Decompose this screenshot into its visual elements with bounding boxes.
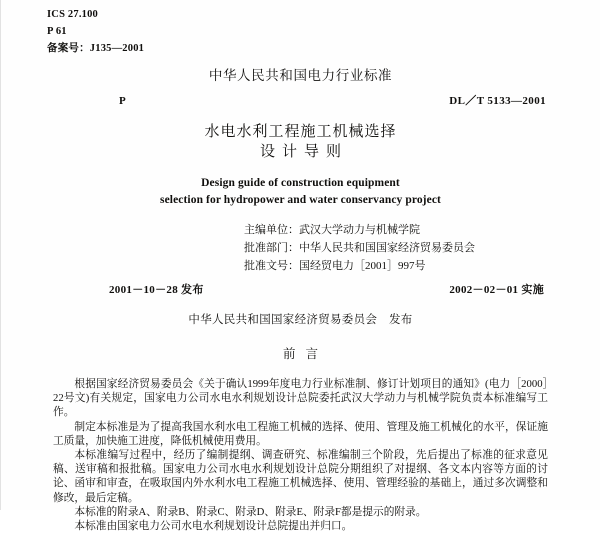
classification-letter: P bbox=[119, 95, 126, 107]
page-title bbox=[1, 122, 600, 162]
approval-document-line: 批准文号：国经贸电力［2001］997号 bbox=[244, 260, 426, 272]
preface-paragraph: 本标准的附录A、附录B、附录C、附录D、附录E、附录F都是提示的附录。 bbox=[74, 505, 427, 518]
preface-paragraph: 本标准编写过程中，经历了编制提纲、调查研究、标准编制三个阶段，先后提出了标准的征求意见稿、送审稿和报批稿。国家电力公司水电水利规划设计总院分期组织了对提纲、各文本内容等方面的讨论、函审和审查，在吸取国内外水利水电工程施工机械选择、使用、管理经验的基础上，通过多次调整和修改，最后定稿。 bbox=[53, 449, 548, 504]
page-title-line-1: 水电水利工程施工机械选择 bbox=[204, 124, 397, 140]
publisher-line: 中华人民共和国国家经济贸易委员会 发布 bbox=[188, 314, 413, 326]
standard-code-row bbox=[47, 92, 554, 108]
page-title-line-2: 设计导则 bbox=[259, 144, 348, 160]
english-title bbox=[1, 175, 600, 209]
classification-code: P 61 bbox=[47, 26, 67, 37]
english-title-line-1: Design guide of construction equipment bbox=[201, 177, 400, 189]
publication-meta bbox=[244, 221, 475, 275]
effective-date: 2002－02－01 实施 bbox=[449, 284, 544, 296]
record-number: 备案号：J135—2001 bbox=[47, 43, 145, 54]
standard-number: DL／T 5133—2001 bbox=[449, 95, 546, 107]
identification-block bbox=[47, 6, 144, 57]
chief-editor-line: 主编单位：武汉大学动力与机械学院 bbox=[244, 224, 420, 236]
preface-paragraph: 制定本标准是为了提高我国水利水电工程施工机械的选择、使用、管理及施工机械化的水平，保证施工质量，加快施工进度，降低机械使用费用。 bbox=[53, 420, 548, 447]
ics-number: ICS 27.100 bbox=[47, 9, 99, 20]
preface-paragraph: 本标准由国家电力公司水电水利规划设计总院提出并归口。 bbox=[74, 520, 353, 533]
dates-row bbox=[47, 281, 554, 297]
preface-heading: 前言 bbox=[282, 347, 328, 361]
preface-paragraph: 根据国家经济贸易委员会《关于确认1999年度电力行业标准制、修订计划项目的通知》(电力［2000］22号文)有关规定，国家电力公司水电水利规划设计总院委托武汉大学动力与机械学院负责本标准编写工作。 bbox=[53, 378, 548, 419]
series-title: 中华人民共和国电力行业标准 bbox=[208, 68, 393, 83]
approval-department-line: 批准部门：中华人民共和国国家经济贸易委员会 bbox=[244, 242, 475, 254]
issue-date: 2001－10－28 发布 bbox=[109, 284, 204, 296]
english-title-line-2: selection for hydropower and water conservancy project bbox=[160, 194, 441, 206]
